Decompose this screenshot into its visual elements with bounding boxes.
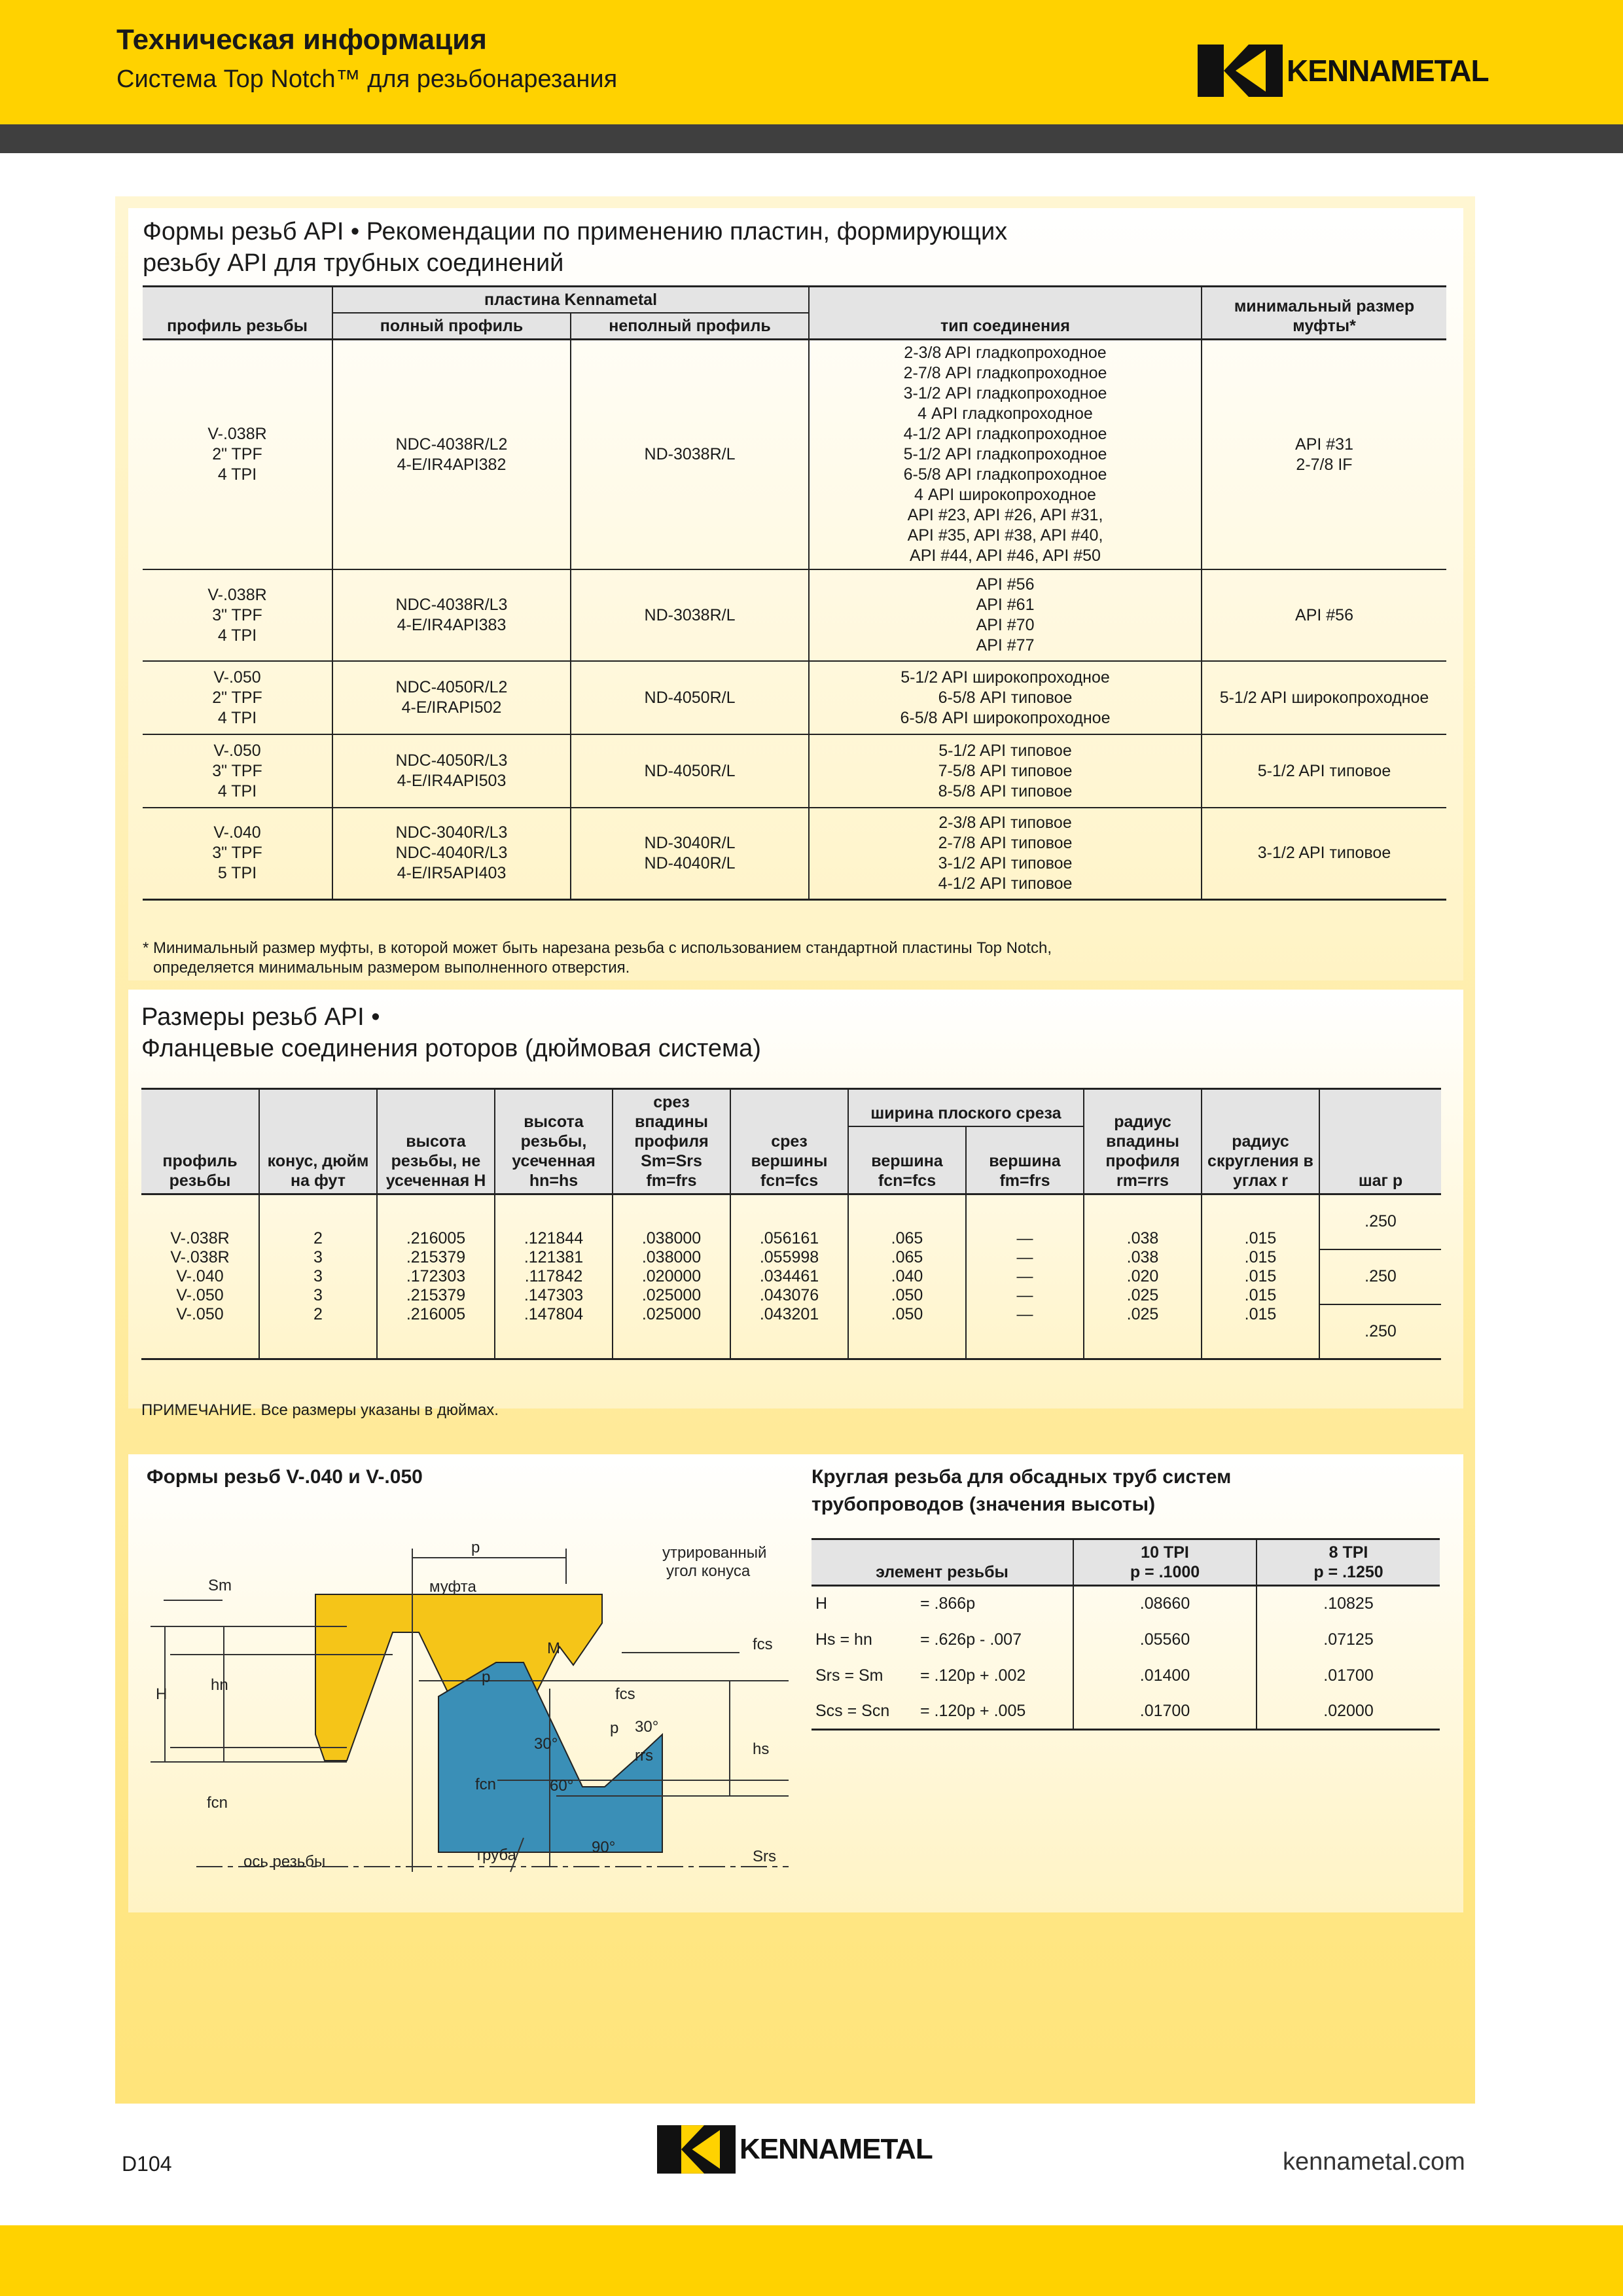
label-M: M — [547, 1640, 560, 1657]
section2-title-line2: Фланцевые соединения роторов (дюймовая система) — [141, 1035, 761, 1062]
dim-fcn: fcn — [207, 1794, 228, 1812]
cell-element: Srs = Sm — [815, 1666, 883, 1685]
dim-p-right: p — [610, 1719, 619, 1737]
section1-title-line1: Формы резьб API • Рекомендации по применению пластин, формирующих — [143, 218, 1008, 245]
cell-profile: V-.038R 2" TPF 4 TPI — [143, 340, 332, 570]
page-number: D104 — [122, 2152, 172, 2176]
dim-sm: Sm — [208, 1577, 232, 1594]
round-thread-table — [812, 1538, 1440, 1731]
label-rrs: rrs — [635, 1747, 653, 1765]
dim-fcs-mid: fcs — [615, 1685, 635, 1703]
dim-fcs-top: fcs — [753, 1636, 773, 1653]
footnote-line2: определяется минимальным размером выполненного отверстия. — [153, 959, 630, 977]
round-thread-row — [812, 1694, 1440, 1730]
angle-90: 90° — [592, 1839, 616, 1856]
col2-flat-group: ширина плоского среза — [848, 1089, 1084, 1126]
cell-element: Hs = hn — [815, 1630, 872, 1649]
cell-flat1: .065 .065 .040 .050 .050 — [848, 1194, 966, 1359]
col2-height: высота резьбы, не усеченная H — [377, 1089, 495, 1194]
cell-pitch-3: .250 — [1364, 1321, 1397, 1340]
cell-height: .216005 .215379 .172303 .215379 .216005 — [377, 1194, 495, 1359]
insert-row — [143, 661, 1446, 734]
label-exaggerated-2: угол конуса — [666, 1562, 751, 1580]
col-profile: профиль резьбы — [143, 287, 332, 340]
cell-profile: V-.050 2" TPF 4 TPI — [143, 661, 332, 734]
section2-title-line1: Размеры резьб API • — [141, 1003, 380, 1031]
cell-element: Scs = Scn — [815, 1701, 890, 1720]
cell-connection: 2-3/8 API типовое 2-7/8 API типовое 3-1/2 API типовое 4-1/2 API типовое — [809, 808, 1202, 899]
col4-element: элемент резьбы — [812, 1539, 1073, 1586]
cell-formula: = .120p + .002 — [916, 1658, 1073, 1694]
col4-8tpi-line1: 8 TPI — [1329, 1543, 1368, 1562]
website-link[interactable]: kennametal.com — [1283, 2148, 1465, 2176]
cell-partial-profile: ND-3040R/L ND-4040R/L — [571, 808, 809, 899]
cell-taper: 2 3 3 3 2 — [259, 1194, 377, 1359]
angle-60: 60° — [550, 1777, 574, 1795]
cell-full-profile: NDC-4038R/L2 4-E/IR4API382 — [332, 340, 571, 570]
label-pipe: труба — [475, 1846, 516, 1864]
cell-formula: = .866p — [916, 1586, 1073, 1622]
dim-hn: hn — [211, 1676, 228, 1694]
col4-10tpi — [1073, 1539, 1257, 1586]
section4-title-line1: Круглая резьба для обсадных труб систем — [812, 1466, 1232, 1488]
cell-formula: = .120p + .005 — [916, 1694, 1073, 1730]
col2-pitch: шаг p — [1319, 1089, 1441, 1194]
col-full-profile: полный профиль — [332, 313, 571, 340]
dim-p-mid: p — [482, 1668, 491, 1686]
dim-p-top: p — [471, 1539, 480, 1556]
col4-8tpi — [1257, 1539, 1440, 1586]
kennametal-logo — [1198, 45, 1489, 97]
col-connection: тип соединения — [809, 287, 1202, 340]
cell-profile: V-.050 3" TPF 4 TPI — [143, 734, 332, 808]
cell-element: H — [815, 1594, 828, 1613]
dim-fcn-2: fcn — [475, 1776, 497, 1793]
cell-8tpi: .01700 — [1323, 1666, 1374, 1685]
footer-band — [0, 2225, 1623, 2296]
cell-partial-profile: ND-4050R/L — [571, 661, 809, 734]
cell-10tpi: .01400 — [1073, 1658, 1257, 1694]
col2-taper: конус, дюйм на фут — [259, 1089, 377, 1194]
cell-connection: 2-3/8 API гладкопроходное 2-7/8 API гладкопроходное 3-1/2 API гладкопроходное 4 API гладкопроходное 4-1/2 API гладкопроходное 5-1/2 API гладкопроходное 6-5/8 API гладкопроходное 4 API широкопроходное API #23, API #26, API #31, API #35, API #38, API #40, API #44, API #46, API #50 — [809, 340, 1202, 570]
section2-title — [141, 1001, 761, 1064]
cell-formula: = .626p - .007 — [916, 1622, 1073, 1658]
cell-profile: V-.038R V-.038R V-.040 V-.050 V-.050 — [141, 1194, 259, 1359]
label-thread-axis: ось резьбы — [243, 1853, 326, 1871]
section2-note: ПРИМЕЧАНИЕ. Все размеры указаны в дюймах. — [141, 1401, 499, 1419]
cell-flat2: — — — — — — [966, 1194, 1084, 1359]
cell-root-radius: .038 .038 .020 .025 .025 — [1084, 1194, 1202, 1359]
col-insert-group: пластина Kennametal — [332, 287, 809, 314]
label-coupling: муфта — [429, 1578, 476, 1596]
round-thread-row — [812, 1622, 1440, 1658]
cell-corner-radius: .015 .015 .015 .015 .015 — [1202, 1194, 1319, 1359]
cell-min-coupling: 5-1/2 API широкопроходное — [1219, 688, 1429, 707]
cell-profile: V-.040 3" TPF 5 TPI — [143, 808, 332, 899]
thread-form-diagram — [131, 1505, 798, 1898]
section3-title: Формы резьб V-.040 и V-.050 — [147, 1466, 423, 1488]
header-gray-bar — [0, 124, 1623, 153]
cell-crest-trunc: .056161 .055998 .034461 .043076 .043201 — [730, 1194, 848, 1359]
col2-flat-crest1: вершина fcn=fcs — [848, 1126, 966, 1194]
cell-full-profile: NDC-4050R/L3 4-E/IR4API503 — [332, 734, 571, 808]
cell-full-profile: NDC-3040R/L3 NDC-4040R/L3 4-E/IR5API403 — [332, 808, 571, 899]
round-thread-row — [812, 1658, 1440, 1694]
cell-min-coupling: 5-1/2 API типовое — [1257, 761, 1391, 780]
insert-row — [143, 808, 1446, 899]
cell-partial-profile: ND-3038R/L — [571, 569, 809, 661]
cell-8tpi: .10825 — [1323, 1594, 1374, 1613]
dim-srs: Srs — [753, 1848, 776, 1865]
col-partial-profile: неполный профиль — [571, 313, 809, 340]
kennametal-k-mark-icon — [1198, 45, 1283, 97]
col2-root-radius: радиус впадины профиля rm=rrs — [1084, 1089, 1202, 1194]
cell-min-coupling: 3-1/2 API типовое — [1257, 844, 1391, 863]
insert-row — [143, 734, 1446, 808]
footer-k-mark-icon — [657, 2125, 736, 2174]
cell-full-profile: NDC-4038R/L3 4-E/IR4API383 — [332, 569, 571, 661]
logo-wordmark: KENNAMETAL — [1287, 54, 1489, 88]
cell-partial-profile: ND-3038R/L — [571, 340, 809, 570]
col2-profile: профиль резьбы — [141, 1089, 259, 1194]
angle-30-left: 30° — [534, 1735, 558, 1753]
col2-flat-crest2: вершина fm=frs — [966, 1126, 1084, 1194]
round-thread-row — [812, 1586, 1440, 1622]
col2-root-trunc: срез впадины профиля Sm=Srs fm=frs — [613, 1089, 730, 1194]
col2-crest-trunc: срез вершины fcn=fcs — [730, 1089, 848, 1194]
footer-kennametal-logo — [657, 2125, 933, 2174]
cell-min-coupling: API #31 2-7/8 IF — [1295, 435, 1353, 474]
footnote-line1: * Минимальный размер муфты, в которой может быть нарезана резьба с использованием стандартной пластины Top Notch, — [143, 939, 1052, 957]
section4-title-line2: трубопроводов (значения высоты) — [812, 1494, 1156, 1515]
col4-10tpi-line1: 10 TPI — [1141, 1543, 1189, 1562]
cell-min-coupling: API #56 — [1295, 605, 1353, 624]
insert-row — [143, 340, 1446, 570]
col2-trunc: высота резьбы, усеченная hn=hs — [495, 1089, 613, 1194]
cell-root-trunc: .038000 .038000 .020000 .025000 .025000 — [613, 1194, 730, 1359]
insert-table — [143, 285, 1446, 901]
cell-connection: API #56 API #61 API #70 API #77 — [809, 569, 1202, 661]
cell-partial-profile: ND-4050R/L — [571, 734, 809, 808]
cell-connection: 5-1/2 API типовое 7-5/8 API типовое 8-5/8 API типовое — [809, 734, 1202, 808]
cell-10tpi: .08660 — [1073, 1586, 1257, 1622]
cell-pitch-1: .250 — [1319, 1194, 1441, 1249]
col4-10tpi-line2: p = .1000 — [1130, 1563, 1200, 1581]
cell-8tpi: .02000 — [1323, 1701, 1374, 1720]
cell-full-profile: NDC-4050R/L2 4-E/IRAPI502 — [332, 661, 571, 734]
doc-subtitle: Система Top Notch™ для резьбонарезания — [116, 65, 618, 93]
section1-title-line2: резьбу API для трубных соединений — [143, 249, 564, 277]
cell-pitch-2: .250 — [1319, 1249, 1441, 1304]
cell-10tpi: .05560 — [1073, 1622, 1257, 1658]
section1-title — [143, 216, 1007, 279]
dim-H: H — [156, 1685, 168, 1703]
dimensions-table — [141, 1088, 1441, 1360]
cell-10tpi: .01700 — [1073, 1694, 1257, 1730]
doc-title: Техническая информация — [116, 24, 487, 56]
dim-hs: hs — [753, 1740, 770, 1758]
angle-30-right: 30° — [635, 1718, 659, 1736]
cell-profile: V-.038R 3" TPF 4 TPI — [143, 569, 332, 661]
col-min-coupling: минимальный размер муфты* — [1202, 287, 1446, 340]
insert-row — [143, 569, 1446, 661]
cell-8tpi: .07125 — [1323, 1630, 1374, 1649]
section1-footnote — [143, 939, 1052, 978]
footer-logo-wordmark: KENNAMETAL — [740, 2133, 933, 2165]
col4-8tpi-line2: p = .1250 — [1313, 1563, 1383, 1581]
cell-connection: 5-1/2 API широкопроходное 6-5/8 API типовое 6-5/8 API широкопроходное — [809, 661, 1202, 734]
cell-trunc: .121844 .121381 .117842 .147303 .147804 — [495, 1194, 613, 1359]
section4-title — [812, 1463, 1231, 1518]
col2-corner-radius: радиус скругления в углах r — [1202, 1089, 1319, 1194]
label-exaggerated-1: утрированный — [662, 1544, 767, 1562]
